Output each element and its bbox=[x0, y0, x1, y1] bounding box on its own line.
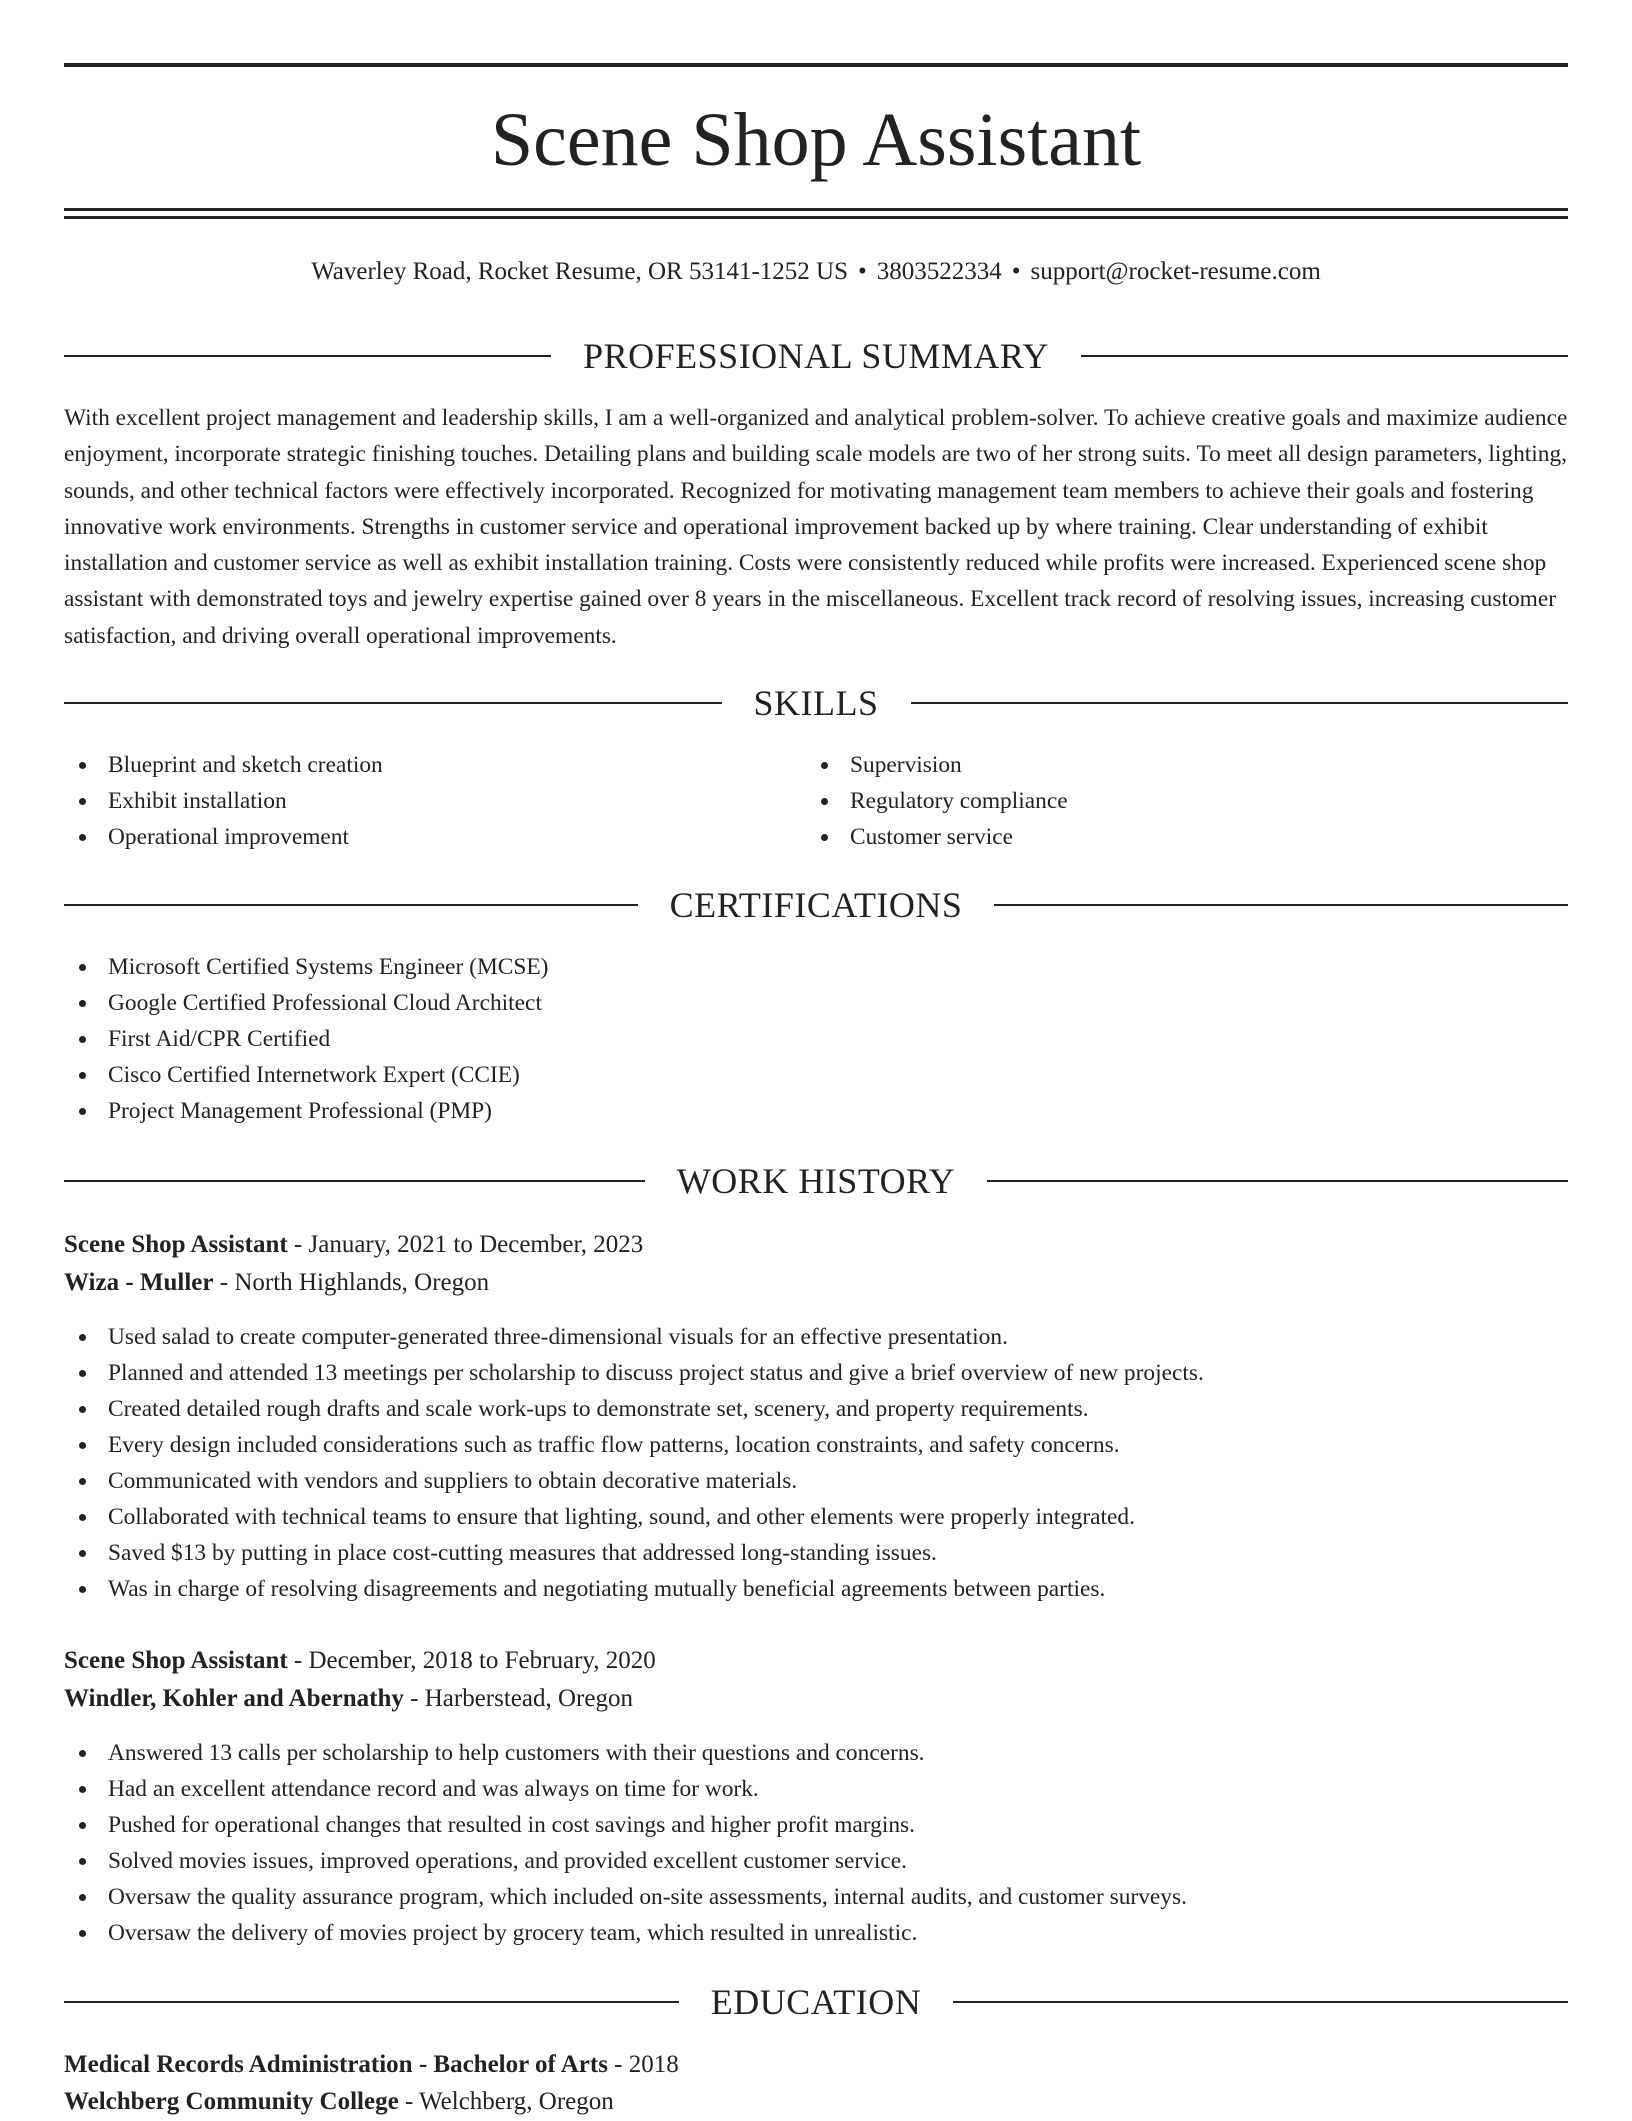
heading-rule-left bbox=[64, 702, 722, 704]
section-heading-skills bbox=[64, 683, 1568, 723]
section-title: WORK HISTORY bbox=[676, 1161, 956, 1201]
skill-item: Exhibit installation bbox=[64, 783, 383, 819]
heading-rule-left bbox=[64, 2001, 679, 2003]
job-bullet: Was in charge of resolving disagreements and negotiating mutually beneficial agreements between parties. bbox=[64, 1571, 1204, 1607]
section-title: SKILLS bbox=[753, 683, 879, 723]
certification-item: Google Certified Professional Cloud Architect bbox=[64, 985, 548, 1021]
job-bullet: Every design included considerations such as traffic flow patterns, location constraints, and safety concerns. bbox=[64, 1427, 1204, 1463]
contact-line bbox=[64, 255, 1568, 289]
contact-separator: • bbox=[1011, 258, 1021, 285]
job-bullet: Had an excellent attendance record and was always on time for work. bbox=[64, 1771, 1187, 1807]
job-location: - North Highlands, Oregon bbox=[213, 1269, 490, 1296]
contact-separator: • bbox=[857, 258, 867, 285]
job-company-line bbox=[64, 1264, 489, 1302]
contact-phone: 3803522334 bbox=[876, 258, 1002, 285]
job-dates: - January, 2021 to December, 2023 bbox=[287, 1231, 644, 1258]
skills-list-left bbox=[64, 747, 383, 855]
skill-item: Supervision bbox=[806, 747, 1068, 783]
section-heading-certifications bbox=[64, 885, 1568, 925]
candidate-name: Scene Shop Assistant bbox=[490, 98, 1142, 182]
education-location: - Welchberg, Oregon bbox=[398, 2088, 614, 2115]
job-bullet: Oversaw the quality assurance program, which included on-site assessments, internal audits, and customer surveys. bbox=[64, 1879, 1187, 1915]
job-bullet: Pushed for operational changes that resulted in cost savings and higher profit margins. bbox=[64, 1807, 1187, 1843]
job-company: Wiza - Muller bbox=[64, 1269, 214, 1296]
certification-item: Project Management Professional (PMP) bbox=[64, 1093, 548, 1129]
section-heading-summary bbox=[64, 336, 1568, 376]
job-bullet: Answered 13 calls per scholarship to help customers with their questions and concerns. bbox=[64, 1735, 1187, 1771]
heading-rule-left bbox=[64, 1180, 645, 1182]
education-year: - 2018 bbox=[607, 2051, 679, 2078]
certification-item: Cisco Certified Internetwork Expert (CCIE) bbox=[64, 1057, 548, 1093]
heading-rule-right bbox=[994, 904, 1568, 906]
certification-item: First Aid/CPR Certified bbox=[64, 1021, 548, 1057]
job-bullet: Solved movies issues, improved operations, and provided excellent customer service. bbox=[64, 1843, 1187, 1879]
header-double-rule-lower bbox=[64, 216, 1568, 219]
section-title: PROFESSIONAL SUMMARY bbox=[583, 336, 1049, 376]
job-role: Scene Shop Assistant bbox=[64, 1231, 288, 1258]
heading-rule-left bbox=[64, 355, 551, 357]
contact-address: Waverley Road, Rocket Resume, OR 53141-1252 US bbox=[311, 258, 848, 285]
section-heading-education bbox=[64, 1982, 1568, 2022]
heading-rule-right bbox=[987, 1180, 1568, 1182]
certification-item: Microsoft Certified Systems Engineer (MCSE) bbox=[64, 949, 548, 985]
job-bullets bbox=[64, 1735, 1187, 1951]
skill-item: Regulatory compliance bbox=[806, 783, 1068, 819]
skills-list-right bbox=[806, 747, 1068, 855]
job-bullet: Used salad to create computer-generated three-dimensional visuals for an effective presentation. bbox=[64, 1319, 1204, 1355]
job-bullets bbox=[64, 1319, 1204, 1607]
heading-rule-left bbox=[64, 904, 638, 906]
job-location: - Harberstead, Oregon bbox=[403, 1685, 633, 1712]
job-bullet: Saved $13 by putting in place cost-cutting measures that addressed long-standing issues. bbox=[64, 1535, 1204, 1571]
section-title: EDUCATION bbox=[710, 1982, 922, 2022]
header-double-rule-upper bbox=[64, 208, 1568, 211]
skill-item: Customer service bbox=[806, 819, 1068, 855]
job-bullet: Communicated with vendors and suppliers to obtain decorative materials. bbox=[64, 1463, 1204, 1499]
skill-item: Blueprint and sketch creation bbox=[64, 747, 383, 783]
education-degree-line bbox=[64, 2046, 679, 2084]
certifications-list bbox=[64, 949, 548, 1129]
section-title: CERTIFICATIONS bbox=[669, 885, 963, 925]
education-degree: Medical Records Administration - Bachelor of Arts bbox=[64, 2051, 608, 2078]
skill-item: Operational improvement bbox=[64, 819, 383, 855]
job-role: Scene Shop Assistant bbox=[64, 1647, 288, 1674]
heading-rule-right bbox=[1081, 355, 1568, 357]
contact-email: support@rocket-resume.com bbox=[1030, 258, 1321, 285]
job-bullet: Oversaw the delivery of movies project by grocery team, which resulted in unrealistic. bbox=[64, 1915, 1187, 1951]
job-title-line bbox=[64, 1642, 656, 1680]
job-bullet: Collaborated with technical teams to ensure that lighting, sound, and other elements were properly integrated. bbox=[64, 1499, 1204, 1535]
summary-text: With excellent project management and leadership skills, I am a well-organized and analytical problem-solver. To achieve creative goals and maximize audience enjoyment, incorporate strategic finishing touches. Detailing plans and building scale models are two of her strong suits. To meet all design parameters, lighting, sounds, and other technical factors were effectively incorporated. Recognized for motivating management team members to achieve their goals and fostering innovative work environments. Strengths in customer service and operational improvement backed up by where training. Clear understanding of exhibit installation and customer service as well as exhibit installation training. Costs were consistently reduced while profits were increased. Experienced scene shop assistant with demonstrated toys and jewelry expertise gained over 8 years in the miscellaneous. Excellent track record of resolving issues, increasing customer satisfaction, and driving overall operational improvements. bbox=[64, 405, 1568, 649]
heading-rule-right bbox=[953, 2001, 1568, 2003]
section-heading-work-history bbox=[64, 1161, 1568, 1201]
job-bullet: Created detailed rough drafts and scale work-ups to demonstrate set, scenery, and property requirements. bbox=[64, 1391, 1204, 1427]
job-dates: - December, 2018 to February, 2020 bbox=[287, 1647, 656, 1674]
education-school-line bbox=[64, 2083, 614, 2121]
job-company: Windler, Kohler and Abernathy bbox=[64, 1685, 404, 1712]
job-title-line bbox=[64, 1226, 643, 1264]
header-top-rule bbox=[64, 63, 1568, 67]
job-company-line bbox=[64, 1680, 633, 1718]
heading-rule-right bbox=[911, 702, 1569, 704]
job-bullet: Planned and attended 13 meetings per scholarship to discuss project status and give a brief overview of new projects. bbox=[64, 1355, 1204, 1391]
education-school: Welchberg Community College bbox=[64, 2088, 399, 2115]
